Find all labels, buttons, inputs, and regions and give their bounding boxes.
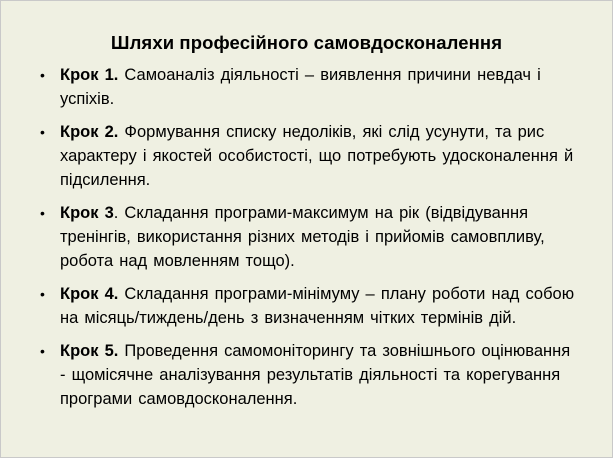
bullet-icon: • <box>40 124 45 140</box>
bullet-icon: • <box>40 343 45 359</box>
list-item-step-1 <box>40 63 580 111</box>
slide-title: Шляхи професійного самовдосконалення <box>110 32 503 53</box>
list-item-step-3 <box>40 201 580 273</box>
step-label: Крок 5. <box>60 342 119 360</box>
step-text: Складання програми-мінімуму – плану роботи над собою на місяць/тиждень/день з визначенням чітких термінів дій. <box>60 285 575 327</box>
bullet-icon: • <box>40 67 45 83</box>
step-text: Самоаналіз діяльності – виявлення причини невдач і успіхів. <box>60 66 541 108</box>
list-item-step-2 <box>40 120 580 192</box>
step-text: . Складання програми-максимум на рік (відвідування тренінгів, використання різних методів і прийомів самовпливу, робота над мовленням тощо). <box>60 204 545 270</box>
step-text: Формування списку недоліків, які слід усунути, та рис характеру і якостей особистості, що потребують удосконалення й підсилення. <box>60 123 574 189</box>
list-item-step-5 <box>40 339 580 411</box>
step-label: Крок 1. <box>60 66 119 84</box>
step-label: Крок 3 <box>60 204 114 222</box>
bullet-icon: • <box>40 205 45 221</box>
steps-list <box>40 63 580 420</box>
step-label: Крок 2. <box>60 123 119 141</box>
step-label: Крок 4. <box>60 285 119 303</box>
bullet-icon: • <box>40 286 45 302</box>
step-text: Проведення самомоніторингу та зовнішнього оцінювання - щомісячне аналізування результатів діяльності та корегування програми самовдосконалення. <box>60 342 571 408</box>
list-item-step-4 <box>40 282 580 330</box>
